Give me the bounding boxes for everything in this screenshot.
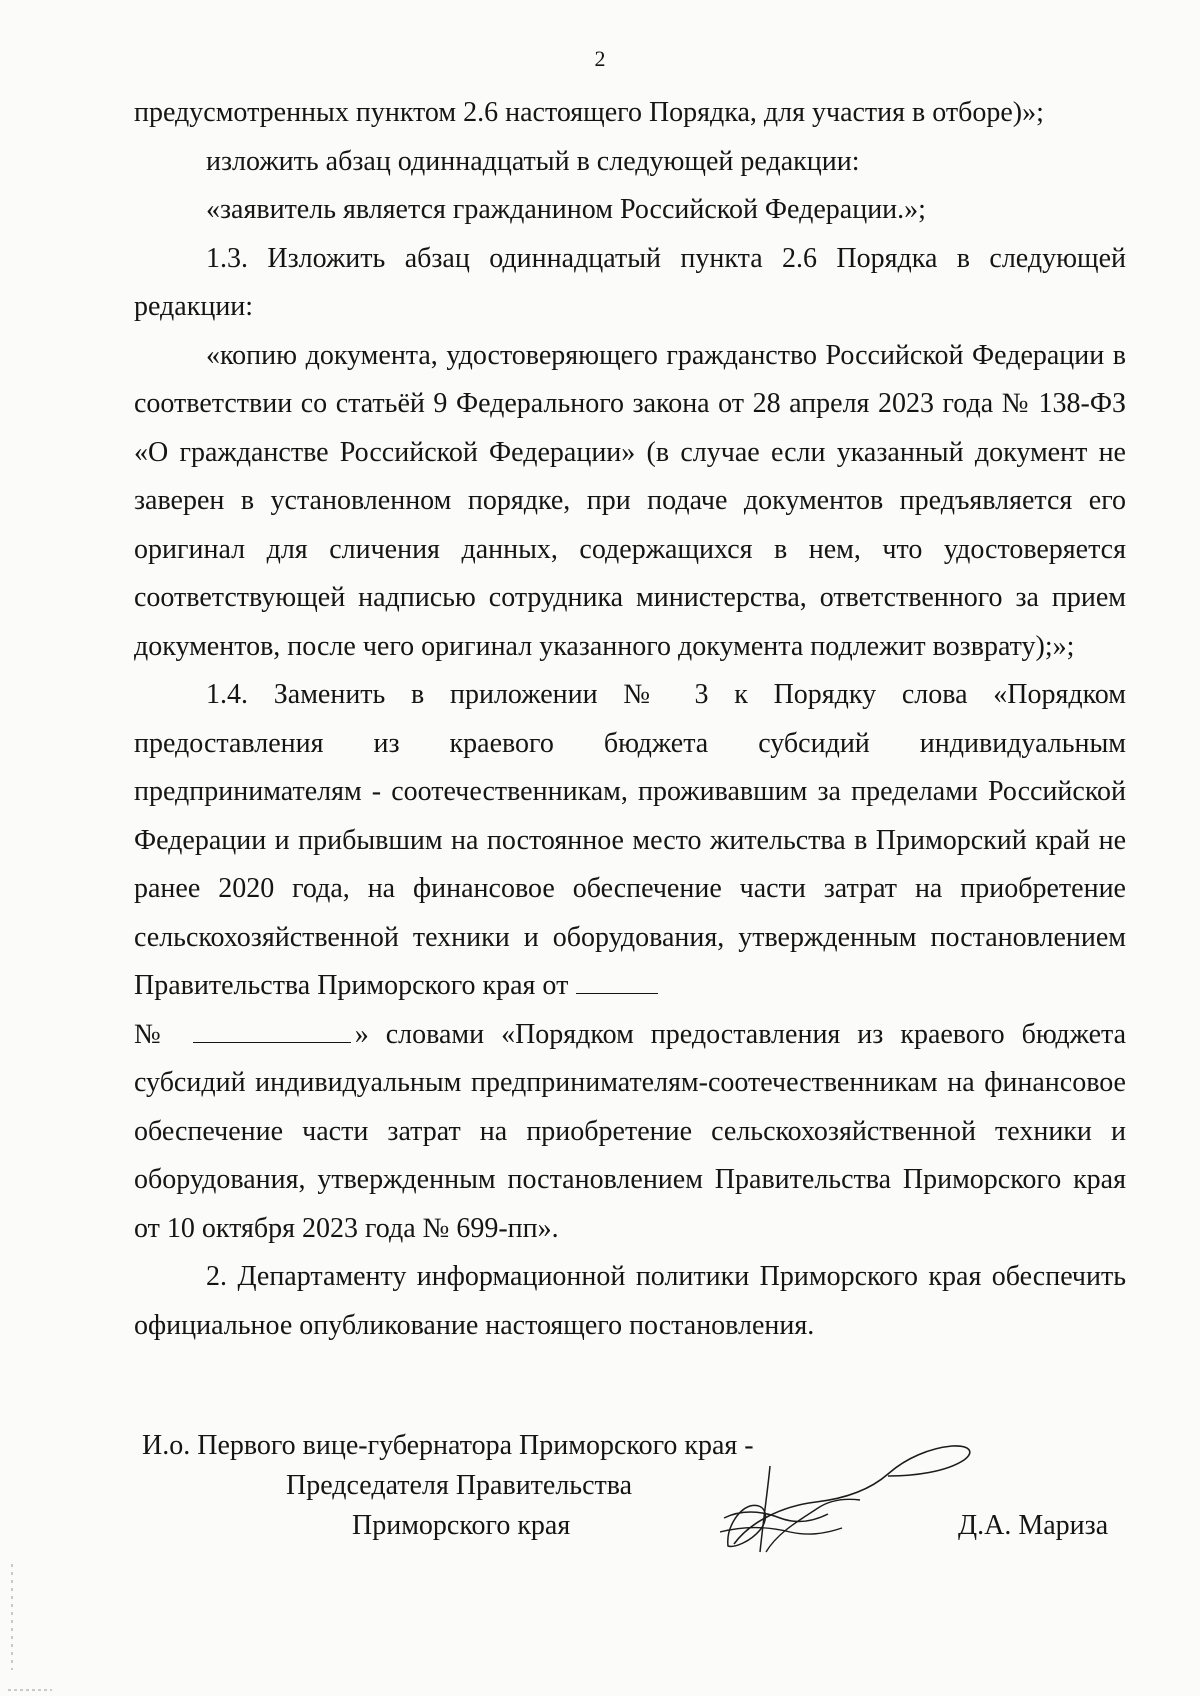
number-sign: № — [134, 1018, 171, 1050]
handwritten-signature — [720, 1436, 980, 1556]
paragraph-quote-applicant: «заявитель является гражданином Российской Федерации.»; — [206, 194, 926, 225]
number-blank — [193, 1014, 351, 1043]
date-blank — [576, 965, 658, 994]
signatory-position-line2: Председателя Правительства — [286, 1470, 633, 1501]
page-number: 2 — [594, 46, 606, 71]
paragraph-instruction: изложить абзац одиннадцатый в следующей редакции: — [206, 145, 860, 177]
document-body — [134, 89, 1126, 1350]
signatory-position-line3: Приморского края — [352, 1510, 571, 1541]
signatory-name: Д.А. Мариза — [958, 1510, 1109, 1541]
paragraph-1-4 — [134, 671, 1126, 1253]
paragraph-1-4-part1: 1.4. Заменить в приложении № 3 к Порядку слова «Порядком предоставления из краевого бюджета субсидий индивидуальным предпринимателям - соотечественникам, проживавшим за пределами Российской Федерации и прибывшим на постоянное место жительства в Приморский край не ранее 2020 года, на финансовое обеспечение части затрат на приобретение сельскохозяйственной техники и оборудования, утвержденным постановлением Правительства Приморского края от — [134, 679, 1126, 1001]
paragraph-continuation: предусмотренных пунктом 2.6 настоящего Порядка, для участия в отборе)»; — [134, 97, 1044, 128]
paragraph-1-4-part2: » словами «Порядком предоставления из краевого бюджета субсидий индивидуальным предпринимателям-соотечественникам на финансовое обеспечение части затрат на приобретение сельскохозяйственной техники и оборудования, утвержденным постановлением Правительства Приморского края от 10 октября 2023 года № 699-пп». — [134, 1018, 1126, 1244]
paragraph-quote-document-copy: «копию документа, удостоверяющего гражданство Российской Федерации в соответствии со статьёй 9 Федерального закона от 28 апреля 2023 года № 138-ФЗ «О гражданстве Российской Федерации» (в случае если указанный документ не заверен в установленном порядке, при подаче документов предъявляется его оригинал для сличения данных, содержащихся в нем, что удостоверяется соответствующей надписью сотрудника министерства, ответственного за прием документов, после чего оригинал указанного документа подлежит возврату);»; — [134, 339, 1126, 662]
signature-block — [0, 1430, 1200, 1550]
paragraph-1-3: 1.3. Изложить абзац одиннадцатый пункта 2.6 Порядка в следующей редакции: — [134, 242, 1126, 322]
paragraph-2: 2. Департаменту информационной политики Приморского края обеспечить официальное опубликование настоящего постановления. — [134, 1261, 1126, 1341]
scan-margin-marks — [0, 1560, 60, 1696]
signatory-position-line1: И.о. Первого вице-губернатора Приморского края - — [142, 1430, 754, 1461]
